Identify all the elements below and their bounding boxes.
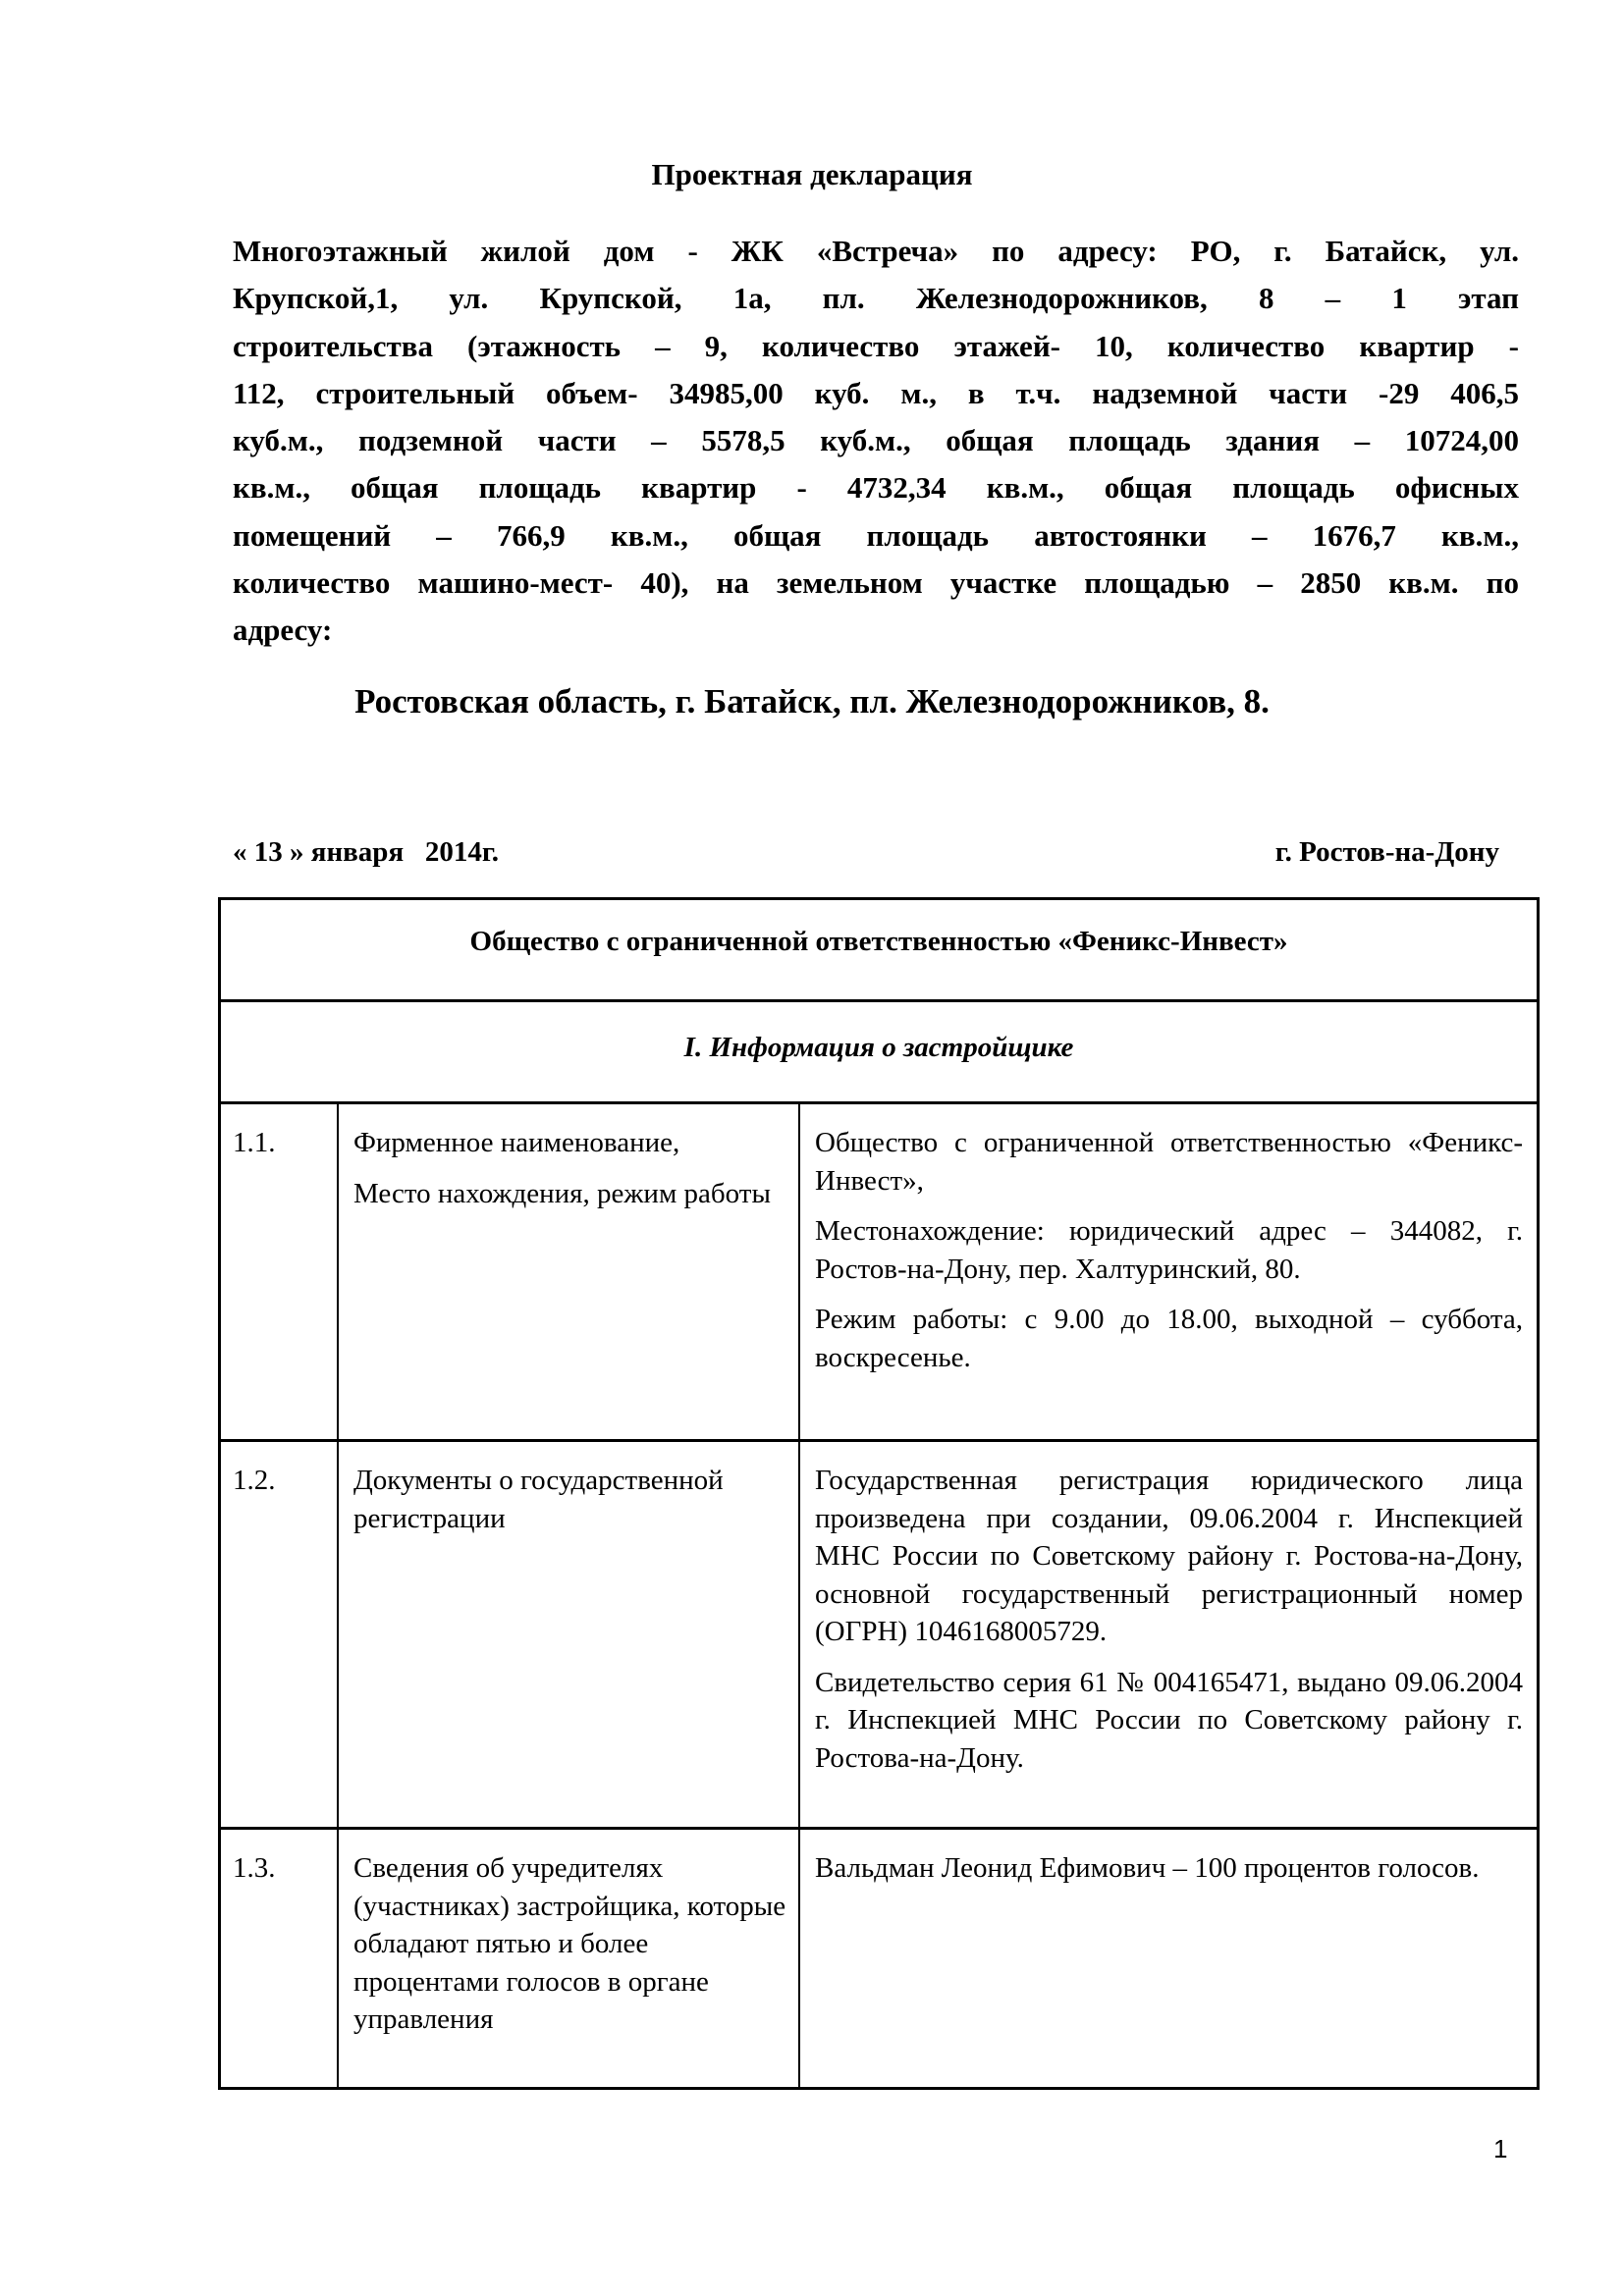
table-row [221, 1442, 1537, 1830]
description-line: количество машино-мест- 40), на земельном участке площадью – 2850 кв.м. по [233, 565, 1519, 601]
description-line: Многоэтажный жилой дом - ЖК «Встреча» по адресу: РО, г. Батайск, ул. [233, 234, 1519, 268]
row-number: 1.1. [221, 1104, 339, 1439]
row-label [339, 1104, 800, 1439]
company-header: Общество с ограниченной ответственностью «Феникс-Инвест» [221, 900, 1537, 1002]
row-number: 1.3. [221, 1830, 339, 2087]
page-title: Проектная декларация [651, 157, 973, 191]
value-text: Свидетельство серия 61 № 004165471, выдано 09.06.2004 г. Инспекцией МНС России по Советскому району г. Ростова-на-Дону. [815, 1666, 1523, 1774]
section-header: I. Информация о застройщике [221, 1002, 1537, 1104]
label-text: Документы о государственной регистрации [353, 1465, 724, 1534]
value-text: Вальдман Леонид Ефимович – 100 процентов голосов. [815, 1852, 1480, 1884]
description-line: куб.м., подземной части – 5578,5 куб.м., общая площадь здания – 10724,00 [233, 423, 1519, 458]
description-line: строительства (этажность – 9, количество этажей- 10, количество квартир - [233, 328, 1519, 363]
value-text: Общество с ограниченной ответственностью «Феникс-Инвест», [815, 1127, 1523, 1197]
document-city: г. Ростов-на-Дону [1274, 836, 1499, 868]
row-label [339, 1830, 800, 2087]
document-date: « 13 » января 2014г. [233, 836, 500, 868]
developer-info-table [218, 897, 1540, 2090]
row-value [800, 1104, 1537, 1439]
description-line: адресу: [233, 613, 333, 648]
label-text: Место нахождения, режим работы [353, 1177, 771, 1209]
value-text: Государственная регистрация юридического лица произведена при создании, 09.06.2004 г. Инспекцией МНС России по Советскому району г. Ростова-на-Дону, основной государственный регистрационный номер (ОГРН) 1046168005729. [815, 1465, 1523, 1647]
description-line: Крупской,1, ул. Крупской, 1а, пл. Железнодорожников, 8 – 1 этап [233, 281, 1519, 316]
label-text: Фирменное наименование, [353, 1127, 680, 1158]
description-line: помещений – 766,9 кв.м., общая площадь автостоянки – 1676,7 кв.м., [233, 517, 1519, 553]
value-text: Местонахождение: юридический адрес – 344082, г. Ростов-на-Дону, пер. Халтуринский, 80. [815, 1215, 1523, 1285]
date-place-line [233, 836, 1499, 869]
row-value [800, 1442, 1537, 1827]
table-row [221, 1830, 1537, 2087]
row-number: 1.2. [221, 1442, 339, 1827]
project-description [233, 228, 1519, 655]
page-number: 1 [1493, 2134, 1508, 2163]
row-value [800, 1830, 1537, 2087]
description-line: кв.м., общая площадь квартир - 4732,34 кв.м., общая площадь офисных [233, 470, 1519, 506]
site-address: Ростовская область, г. Батайск, пл. Железнодорожников, 8. [354, 682, 1270, 721]
value-text: Режим работы: с 9.00 до 18.00, выходной – суббота, воскресенье. [815, 1304, 1523, 1373]
label-text: Сведения об учредителях (участниках) застройщика, которые обладают пятью и более процентами голосов в органе управления [353, 1852, 786, 2035]
description-line: 112, строительный объем- 34985,00 куб. м., в т.ч. надземной части -29 406,5 [233, 375, 1519, 410]
row-label [339, 1442, 800, 1827]
table-row [221, 1104, 1537, 1442]
